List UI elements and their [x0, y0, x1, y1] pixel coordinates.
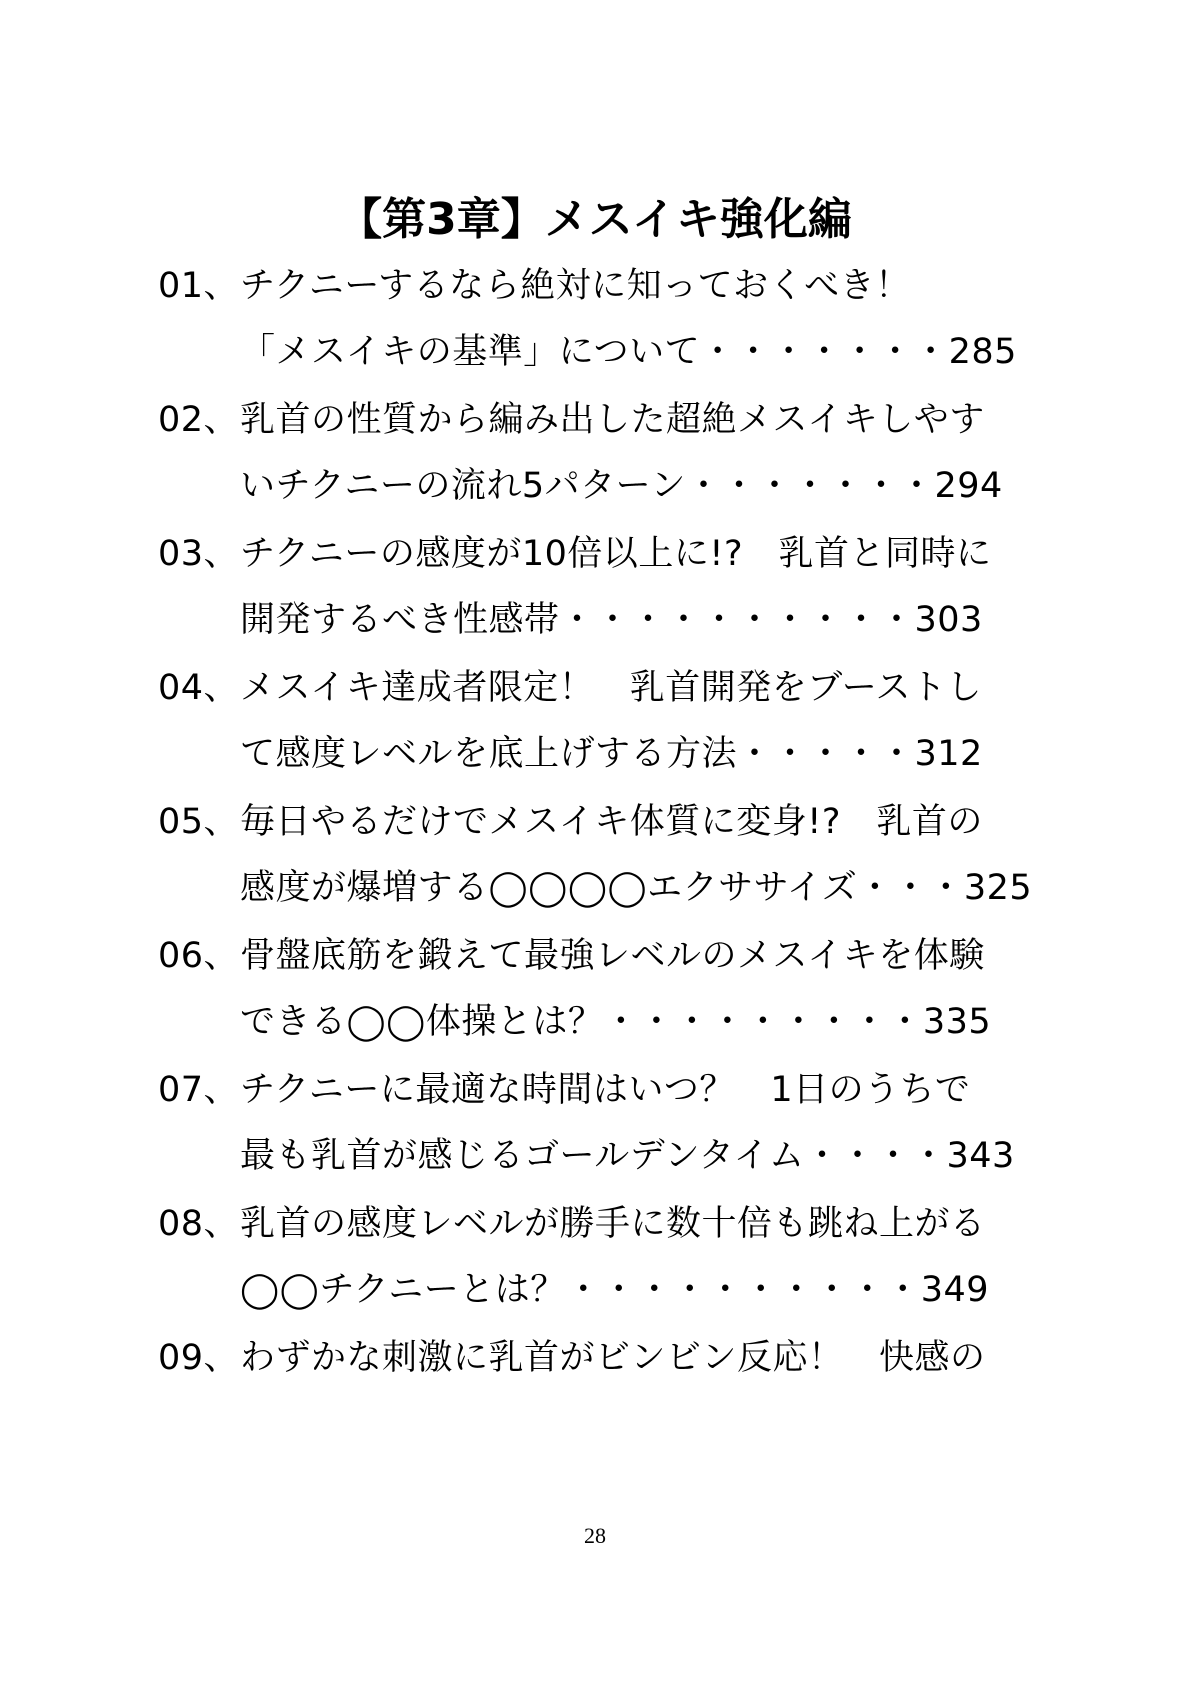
toc-entry-number: 08、 [158, 1204, 240, 1244]
toc-entry-text: チクニーの感度が10倍以上に!? 乳首と同時に [240, 534, 992, 574]
toc-entry-text: メスイキ達成者限定！ 乳首開発をブーストし [240, 668, 983, 708]
toc-entry-text: チクニーに最適な時間はいつ？ 1日のうちで [240, 1070, 971, 1110]
toc-entry-number: 07、 [158, 1070, 240, 1110]
toc-entry-text: 乳首の性質から編み出した超絶メスイキしやす [240, 400, 985, 440]
toc-entry-01-line2: 「メスイキの基準」について・・・・・・・285 [240, 332, 1017, 372]
toc-entry-text: わずかな刺激に乳首がビンビン反応！ 快感の [240, 1338, 986, 1378]
toc-entry-number: 01、 [158, 266, 240, 306]
toc-entry-05-line1 [158, 798, 983, 846]
toc-entry-text: 骨盤底筋を鍛えて最強レベルのメスイキを体験 [240, 936, 985, 976]
page-number: 28 [584, 1523, 606, 1548]
toc-entry-number: 03、 [158, 534, 240, 574]
toc-entry-02-line2: いチクニーの流れ5パターン・・・・・・・294 [240, 466, 1003, 506]
toc-entry-number: 09、 [158, 1338, 240, 1378]
toc-entry-03-line1 [158, 530, 992, 578]
toc-entry-text: 毎日やるだけでメスイキ体質に変身!? 乳首の [240, 802, 983, 842]
toc-entry-text: 乳首の感度レベルが勝手に数十倍も跳ね上がる [240, 1204, 986, 1244]
toc-entry-04-line2: て感度レベルを底上げする方法・・・・・312 [240, 734, 983, 774]
toc-entry-03-line2: 開発するべき性感帯・・・・・・・・・・303 [240, 600, 983, 640]
toc-entry-05-line2: 感度が爆増する◯◯◯◯エクササイズ・・・325 [240, 868, 1033, 908]
toc-entry-number: 06、 [158, 936, 240, 976]
toc-entry-08-line2: ◯◯チクニーとは？・・・・・・・・・・349 [240, 1270, 990, 1310]
toc-entry-number: 02、 [158, 400, 240, 440]
toc-entry-number: 04、 [158, 668, 240, 708]
toc-entry-text: チクニーするなら絶対に知っておくべき！ [240, 266, 911, 306]
toc-entry-08-line1 [158, 1200, 986, 1248]
toc-entry-01-line1 [158, 262, 911, 310]
toc-entry-number: 05、 [158, 802, 240, 842]
toc-entry-06-line2: できる◯◯体操とは？・・・・・・・・・335 [240, 1002, 992, 1042]
toc-entry-09-line1 [158, 1334, 986, 1382]
toc-entry-07-line2: 最も乳首が感じるゴールデンタイム・・・・343 [240, 1136, 1015, 1176]
toc-entry-06-line1 [158, 932, 985, 980]
chapter-title: 【第3章】メスイキ強化編 [338, 194, 852, 245]
toc-entry-07-line1 [158, 1066, 970, 1114]
toc-entry-04-line1 [158, 664, 982, 712]
toc-entry-02-line1 [158, 396, 985, 444]
